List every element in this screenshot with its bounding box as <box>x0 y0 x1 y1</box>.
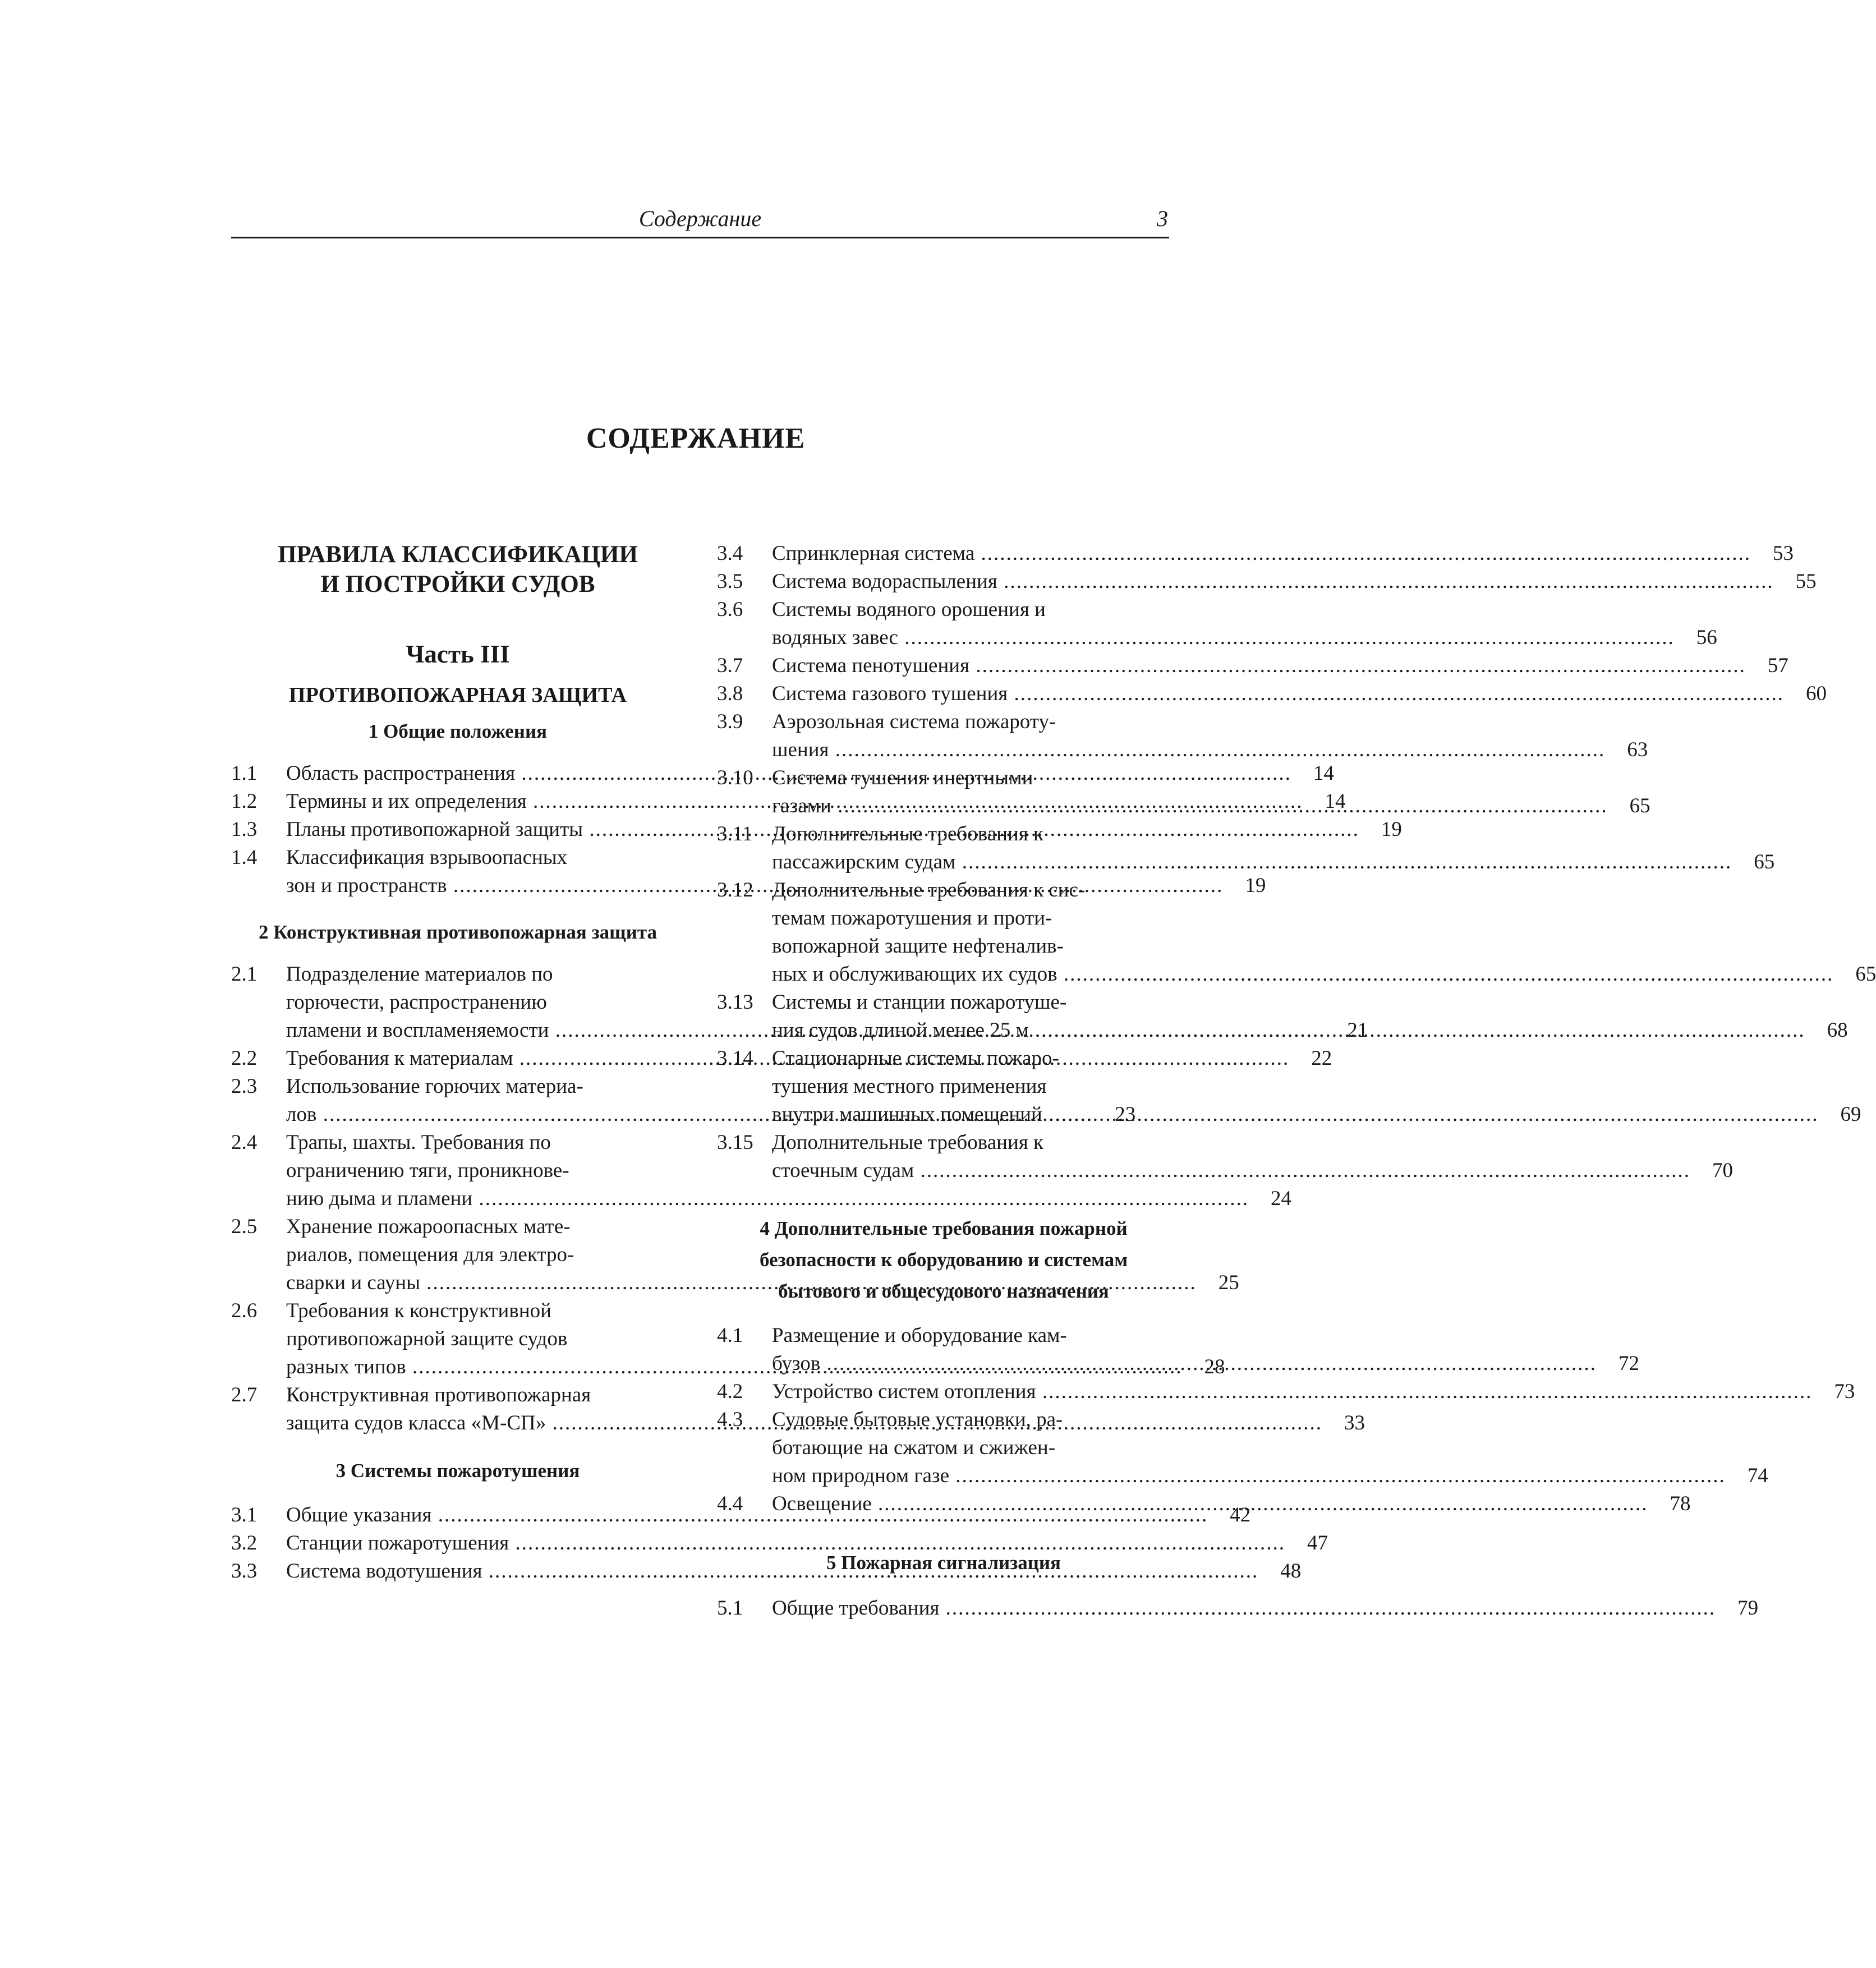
toc-entry-title-line: Требования к конструктивной <box>286 1299 551 1322</box>
toc-entry-page: 72 <box>1618 1352 1640 1375</box>
toc-entry-title-line: Дополнительные требования к <box>772 1131 1043 1154</box>
toc-entry-title <box>772 680 1784 708</box>
toc-entry-page: 79 <box>1737 1597 1759 1620</box>
toc-entry-title <box>772 1406 1726 1490</box>
toc-entry-page: 65 <box>1855 963 1876 986</box>
rules-title-line-2: И ПОСТРОЙКИ СУДОВ <box>320 571 595 597</box>
toc-entry-number: 2.2 <box>231 1047 258 1070</box>
toc-entry-title-line: Общие указания ..... <box>286 1501 1208 1529</box>
toc-entry-number: 3.12 <box>717 879 753 902</box>
toc-entry-title-line: Устройство систем отопления ..... <box>772 1378 1812 1406</box>
toc-entry-number: 1.4 <box>231 846 258 869</box>
toc-entry-title-line: Требования к материалам ..... <box>286 1045 1289 1073</box>
toc-entry[interactable] <box>717 540 1794 568</box>
toc-entry-title <box>772 764 1608 820</box>
toc-entry-number: 3.11 <box>717 822 753 845</box>
toc-entry-title <box>772 1322 1597 1378</box>
toc-entry-title-line: Общие требования ..... <box>772 1594 1716 1622</box>
toc-entry-title-line: Системы и станции пожаротуше- <box>772 991 1067 1014</box>
toc-entry-title-line: Дополнительные требования к <box>772 822 1043 845</box>
section-heading-1: 1 Общие положения <box>368 720 548 742</box>
toc-entry-title-line: пассажирским судам ..... <box>772 848 1732 876</box>
toc-entry-page: 56 <box>1696 626 1717 649</box>
toc-entry-page: 68 <box>1827 1019 1848 1042</box>
toc-entry-title-line: тушения местного применения <box>772 1075 1047 1098</box>
toc-entry-title-line: Освещение ..... <box>772 1490 1648 1518</box>
toc-entry-page: 14 <box>1313 762 1334 785</box>
toc-entry-title <box>772 988 1805 1045</box>
toc-entry-number: 3.5 <box>717 570 743 593</box>
toc-entry-number: 3.3 <box>231 1560 258 1583</box>
toc-entry-page: 70 <box>1712 1159 1734 1182</box>
section-heading-4-line-3: бытового и общесудового назначения <box>778 1280 1109 1302</box>
toc-entry-number: 2.3 <box>231 1075 258 1098</box>
toc-entry-title-line: водяных завес ..... <box>772 624 1675 652</box>
toc-entry-title-line: Система водотушения ..... <box>286 1557 1258 1585</box>
toc-entry-page: 55 <box>1795 570 1817 593</box>
toc-entry-title-line: нию дыма и пламени ..... <box>286 1185 1249 1213</box>
toc-entry-number: 3.10 <box>717 766 753 789</box>
toc-entry-title-line: Системы водяного орошения и <box>772 598 1046 621</box>
toc-entry-title-line: Дополнительные требования к сис- <box>772 879 1086 902</box>
rules-title <box>231 540 684 599</box>
toc-entry-page: 19 <box>1381 818 1402 841</box>
toc-entry-number: 2.4 <box>231 1131 258 1154</box>
section-heading-5: 5 Пожарная сигнализация <box>826 1552 1061 1574</box>
toc-entry-page: 21 <box>1347 1019 1368 1042</box>
toc-entry-page: 33 <box>1344 1411 1365 1434</box>
toc-entry[interactable] <box>717 568 1817 596</box>
toc-entry-title-line: Классификация взрывоопасных <box>286 846 568 869</box>
toc-entry-number: 2.1 <box>231 963 258 986</box>
toc-entry-number: 4.2 <box>717 1380 743 1403</box>
toc-entry-title-line: сварки и сауны ..... <box>286 1269 1197 1297</box>
section-heading-3: 3 Системы пожаротушения <box>335 1460 580 1482</box>
toc-entry-page: 65 <box>1629 794 1650 817</box>
toc-entry-title-line: риалов, помещения для электро- <box>286 1243 574 1266</box>
toc-entry-number: 4.1 <box>717 1324 743 1347</box>
toc-entry-page: 48 <box>1280 1560 1302 1583</box>
toc-entry-number: 3.6 <box>717 598 743 621</box>
toc-entry-title-line: лов ..... <box>286 1101 1093 1129</box>
toc-entry-number: 1.2 <box>231 790 258 813</box>
toc-entry-title-line: Планы противопожарной защиты ..... <box>286 816 1359 844</box>
toc-entry[interactable] <box>717 1594 1759 1622</box>
toc-entry-title-line: ния судов длиной менее 25 м ..... <box>772 1017 1805 1045</box>
rules-title-line-1: ПРАВИЛА КЛАССИФИКАЦИИ <box>278 541 638 568</box>
toc-entry-title-line: Трапы, шахты. Требования по <box>286 1131 551 1154</box>
toc-entry-title-line: Размещение и оборудование кам- <box>772 1324 1067 1347</box>
toc-entry-title-line: ных и обслуживающих их судов ..... <box>772 960 1833 988</box>
toc-entry-page: 25 <box>1218 1271 1239 1294</box>
toc-entry[interactable] <box>717 652 1788 680</box>
toc-entry-page: 73 <box>1834 1380 1855 1403</box>
toc-entry-title-line: пламени и воспламеняемости ..... <box>286 1017 1325 1045</box>
toc-entry-number: 4.3 <box>717 1408 743 1431</box>
toc-entry-number: 3.15 <box>717 1131 753 1154</box>
toc-entry-page: 19 <box>1245 874 1266 897</box>
toc-entry-page: 14 <box>1325 790 1346 813</box>
toc-entry-title-line: Область распространения ..... <box>286 760 1291 788</box>
toc-entry-title <box>772 708 1605 764</box>
section-heading-4 <box>717 1213 1170 1307</box>
toc-entry[interactable] <box>717 596 1717 652</box>
toc-entry-page: 53 <box>1773 542 1794 565</box>
toc-entry-title-line: Станции пожаротушения ..... <box>286 1529 1285 1557</box>
toc-entry-number: 3.8 <box>717 682 743 705</box>
toc-entry-number: 1.1 <box>231 762 258 785</box>
document-title: СОДЕРЖАНИЕ <box>586 422 806 454</box>
toc-entry-title <box>772 596 1675 652</box>
toc-entry-title-line: разных типов ..... <box>286 1353 1182 1381</box>
toc-entry-page: 57 <box>1767 654 1788 677</box>
toc-entry-title-line: ном природном газе ..... <box>772 1462 1726 1490</box>
toc-entry[interactable] <box>717 680 1827 708</box>
toc-entry-number: 3.2 <box>231 1532 258 1555</box>
toc-entry-title-line: вопожарной защите нефтеналив- <box>772 935 1064 958</box>
part-number: Часть III <box>406 640 510 668</box>
toc-entry[interactable] <box>717 708 1648 764</box>
toc-entry-page: 74 <box>1747 1464 1768 1487</box>
toc-entry-title-line: Судовые бытовые установки, ра- <box>772 1408 1063 1431</box>
toc-entry-title <box>772 1490 1648 1518</box>
section-heading-2: 2 Конструктивная противопожарная защита <box>258 921 657 943</box>
toc-entry-title-line: ограничению тяги, проникнове- <box>286 1159 569 1182</box>
toc-entry[interactable] <box>717 1129 1734 1185</box>
toc-entry-title <box>772 1378 1812 1406</box>
toc-entry-number: 3.1 <box>231 1503 258 1526</box>
toc-entry-title-line: ботающие на сжатом и сжижен- <box>772 1436 1056 1459</box>
section-heading-4-line-2: безопасности к оборудованию и системам <box>759 1249 1128 1271</box>
toc-entry-number: 3.7 <box>717 654 743 677</box>
toc-entry-page: 65 <box>1754 850 1775 873</box>
toc-entry-page: 78 <box>1670 1492 1691 1515</box>
toc-entry-title-line: Подразделение материалов по <box>286 963 553 986</box>
toc-entry-title-line: Конструктивная противопожарная <box>286 1383 591 1406</box>
toc-entry-number: 1.3 <box>231 818 258 841</box>
toc-entry-number: 5.1 <box>717 1597 743 1620</box>
toc-entry-number: 4.4 <box>717 1492 743 1515</box>
toc-entry-number: 3.4 <box>717 542 743 565</box>
part-name: ПРОТИВОПОЖАРНАЯ ЗАЩИТА <box>289 683 627 707</box>
toc-entry-page: 23 <box>1115 1103 1136 1126</box>
toc-entry-title-line: внутри машинных помещений ..... <box>772 1101 1819 1129</box>
toc-entry-page: 69 <box>1840 1103 1861 1126</box>
toc-entry-title-line: горючести, распространению <box>286 991 547 1014</box>
toc-entry-page: 60 <box>1806 682 1827 705</box>
toc-entry-title-line: газами ..... <box>772 792 1608 820</box>
toc-entry-title <box>772 652 1746 680</box>
toc-entry-title-line: темам пожаротушения и проти- <box>772 907 1052 930</box>
running-header-title: Содержание <box>638 206 762 231</box>
toc-entry-title-line: защита судов класса «М-СП» ..... <box>286 1409 1322 1437</box>
toc-entry-title-line: Система водораспыления ..... <box>772 568 1774 596</box>
toc-entry-title-line: Хранение пожароопасных мате- <box>286 1215 571 1238</box>
toc-entry-title-line: Аэрозольная система пожароту- <box>772 710 1056 733</box>
toc-entry-title-line: зон и пространств ..... <box>286 872 1223 900</box>
toc-entry-page: 22 <box>1311 1047 1332 1070</box>
toc-entry-title <box>772 1594 1716 1622</box>
toc-entry-title <box>772 1129 1690 1185</box>
toc-entry-number: 3.9 <box>717 710 743 733</box>
toc-entry-title-line: Использование горючих материа- <box>286 1075 583 1098</box>
toc-entry-title-line: шения ..... <box>772 736 1605 764</box>
toc-entry-page: 28 <box>1204 1355 1225 1378</box>
toc-entry-page: 47 <box>1307 1532 1328 1555</box>
section-heading-4-line-1: 4 Дополнительные требования пожарной <box>760 1217 1128 1239</box>
toc-entry-title-line: Система газового тушения ..... <box>772 680 1784 708</box>
toc-entry-title <box>772 1045 1819 1129</box>
toc-entry-page: 24 <box>1270 1187 1291 1210</box>
toc-entry-number: 2.5 <box>231 1215 258 1238</box>
toc-entry-title-line: бузов ..... <box>772 1350 1597 1378</box>
toc-entry-number: 3.14 <box>717 1047 753 1070</box>
toc-entry-page: 63 <box>1627 738 1648 761</box>
toc-entry-number: 2.6 <box>231 1299 258 1322</box>
toc-entry-number: 3.13 <box>717 991 753 1014</box>
toc-entry-title-line: Термины и их определения ..... <box>286 788 1303 816</box>
section-5-entries <box>717 1594 1759 1622</box>
running-header <box>231 202 1169 238</box>
running-header-page-number: 3 <box>1157 206 1168 231</box>
toc-entry-title-line: Спринклерная система ..... <box>772 540 1751 568</box>
toc-entry-title <box>772 876 1833 988</box>
toc-entry-title-line: Система тушения инертными <box>772 766 1033 789</box>
toc-entry-title <box>772 540 1751 568</box>
toc-entry-title <box>772 568 1774 596</box>
toc-entry-number: 2.7 <box>231 1383 258 1406</box>
toc-entry-title-line: противопожарной защите судов <box>286 1327 568 1350</box>
toc-entry-page: 42 <box>1230 1503 1251 1526</box>
toc-entry[interactable] <box>717 1378 1855 1406</box>
toc-entry-title-line: Система пенотушения ..... <box>772 652 1746 680</box>
toc-entry-title <box>772 820 1732 876</box>
toc-entry[interactable] <box>231 1529 1328 1557</box>
toc-entry-title-line: Стационарные системы пожаро- <box>772 1047 1059 1070</box>
toc-entry-title-line: стоечным судам ..... <box>772 1157 1690 1185</box>
